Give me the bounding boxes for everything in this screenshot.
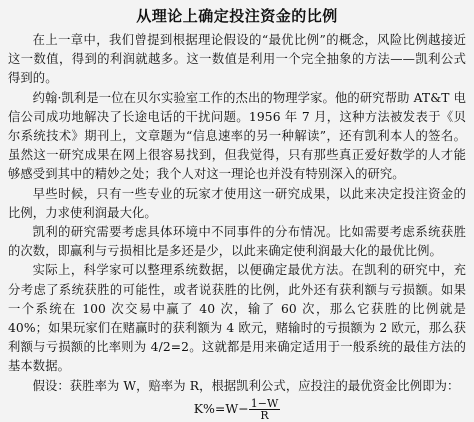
kelly-formula [8, 398, 466, 421]
paragraph-6: 假设：获胜率为 W，赔率为 R，根据凯利公式，应投注的最优资金比例即为： [32, 378, 460, 393]
section-title: 从理论上确定投注资金的比例 [136, 7, 338, 25]
formula-numerator: 1−W [250, 396, 279, 410]
formula-lhs: K%=W− [193, 400, 249, 416]
paragraph-1: 在上一章中，我们曾提到根据理论假设的“最优比例”的概念，风险比例越接近这一数值，得到的利润就越多。这一数值是利用一个完全抽象的方法——凯利公式得到的。 [8, 33, 466, 86]
paragraph-2: 约翰·凯利是一位在贝尔实验室工作的杰出的物理学家。他的研究帮助 AT&T 电信公司成功地解决了长途电话的干扰问题。1956 年 7 月，这种方法被发表于《贝尔系统技术》期刊上，文章题为“信息速率的另一种解读”，还有凯利本人的签名。虽然这一研究成果在网上很容易找到，但我觉得，只有那些真正爱好数学的人才能够感受到其中的精妙之处；我个人对这一理论也并没有特别深入的研究。 [8, 90, 466, 182]
formula-fraction [249, 398, 281, 421]
formula-denominator: R [260, 408, 269, 422]
paragraph-4: 凯利的研究需要考虑具体环境中不同事件的分布情况。比如需要考虑系统获胜的次数，即赢利与亏损相比是多还是少，以此来确定使利润最大化的最优比例。 [8, 225, 466, 259]
paragraph-3: 早些时候，只有一些专业的玩家才使用这一研究成果，以此来决定投注资金的比例，力求使利润最大化。 [8, 186, 466, 220]
paragraph-5: 实际上，科学家可以整理系统数据，以便确定最优方法。在凯利的研究中，充分考虑了系统获胜的可能性，或者说获胜的比例，此外还有获利额与亏损额。如果一个系统在 100 次交易中赢了 40 次，输了 60 次，那么它获胜的比例就是 40%；如果玩家们在赌赢时的获利额为 4 欧元，赌输时的亏损额为 2 欧元，那么获利额与亏损额的比率则为 4/2=2。这就都是用来确定适用于一般系统的最佳方法的基本数据。 [8, 263, 466, 374]
